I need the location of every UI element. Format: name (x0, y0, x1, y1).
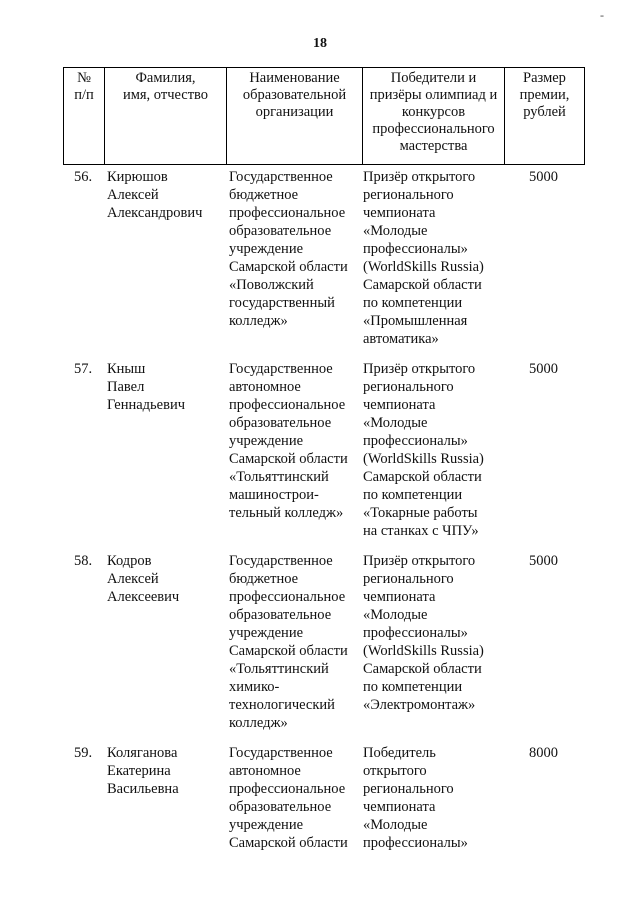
table-row (63, 360, 584, 550)
row-organization: Государственное бюджетное профессиональное образовательное учреждение Самарской области «Тольяттинский химико- технологический колледж» (229, 553, 348, 731)
row-full-name: Коляганова Екатерина Васильевна (107, 745, 179, 797)
row-full-name: Кирюшов Алексей Александрович (107, 169, 203, 221)
row-prize: 5000 (529, 553, 558, 569)
page-number: 18 (313, 36, 327, 51)
row-award: Призёр открытого регионального чемпионата «Молодые профессионалы» (WorldSkills Russia) Самарской области по компетенции «Электромонтаж» (363, 553, 484, 713)
header-number: № п/п (64, 68, 105, 165)
header-full-name: Фамилия, имя, отчество (105, 68, 227, 165)
header-organization: Наименование образовательной организации (227, 68, 363, 165)
table-row (63, 744, 584, 904)
row-number: 58. (73, 553, 93, 569)
row-award: Победитель открытого регионального чемпионата «Молодые профессионалы» (363, 745, 468, 851)
row-prize: 5000 (529, 361, 558, 377)
row-award: Призёр открытого регионального чемпионата «Молодые профессионалы» (WorldSkills Russia) Самарской области по компетенции «Токарные работы на станках с ЧПУ» (363, 361, 484, 539)
row-organization: Государственное бюджетное профессиональное образовательное учреждение Самарской области «Поволжский государственный колледж» (229, 169, 348, 329)
row-full-name: Кныш Павел Геннадьевич (107, 361, 185, 413)
header-award: Победители и призёры олимпиад и конкурсов профессионального мастерства (363, 68, 505, 165)
row-organization: Государственное автономное профессиональное образовательное учреждение Самарской области «Тольяттинский машинострои- тельный колледж» (229, 361, 348, 521)
table-row (63, 552, 584, 742)
row-organization: Государственное автономное профессиональное образовательное учреждение Самарской области (229, 745, 348, 851)
row-prize: 8000 (529, 745, 558, 761)
row-number: 56. (73, 169, 93, 185)
row-award: Призёр открытого регионального чемпионата «Молодые профессионалы» (WorldSkills Russia) Самарской области по компетенции «Промышленная автоматика» (363, 169, 484, 347)
header-prize: Размер премии, рублей (505, 68, 585, 165)
table-header (63, 67, 585, 165)
header-row (64, 68, 585, 165)
row-prize: 5000 (529, 169, 558, 185)
corner-mark: - (600, 8, 604, 22)
row-number: 59. (73, 745, 93, 761)
row-full-name: Кодров Алексей Алексеевич (107, 553, 180, 605)
table-row (63, 168, 584, 358)
row-number: 57. (73, 361, 93, 377)
